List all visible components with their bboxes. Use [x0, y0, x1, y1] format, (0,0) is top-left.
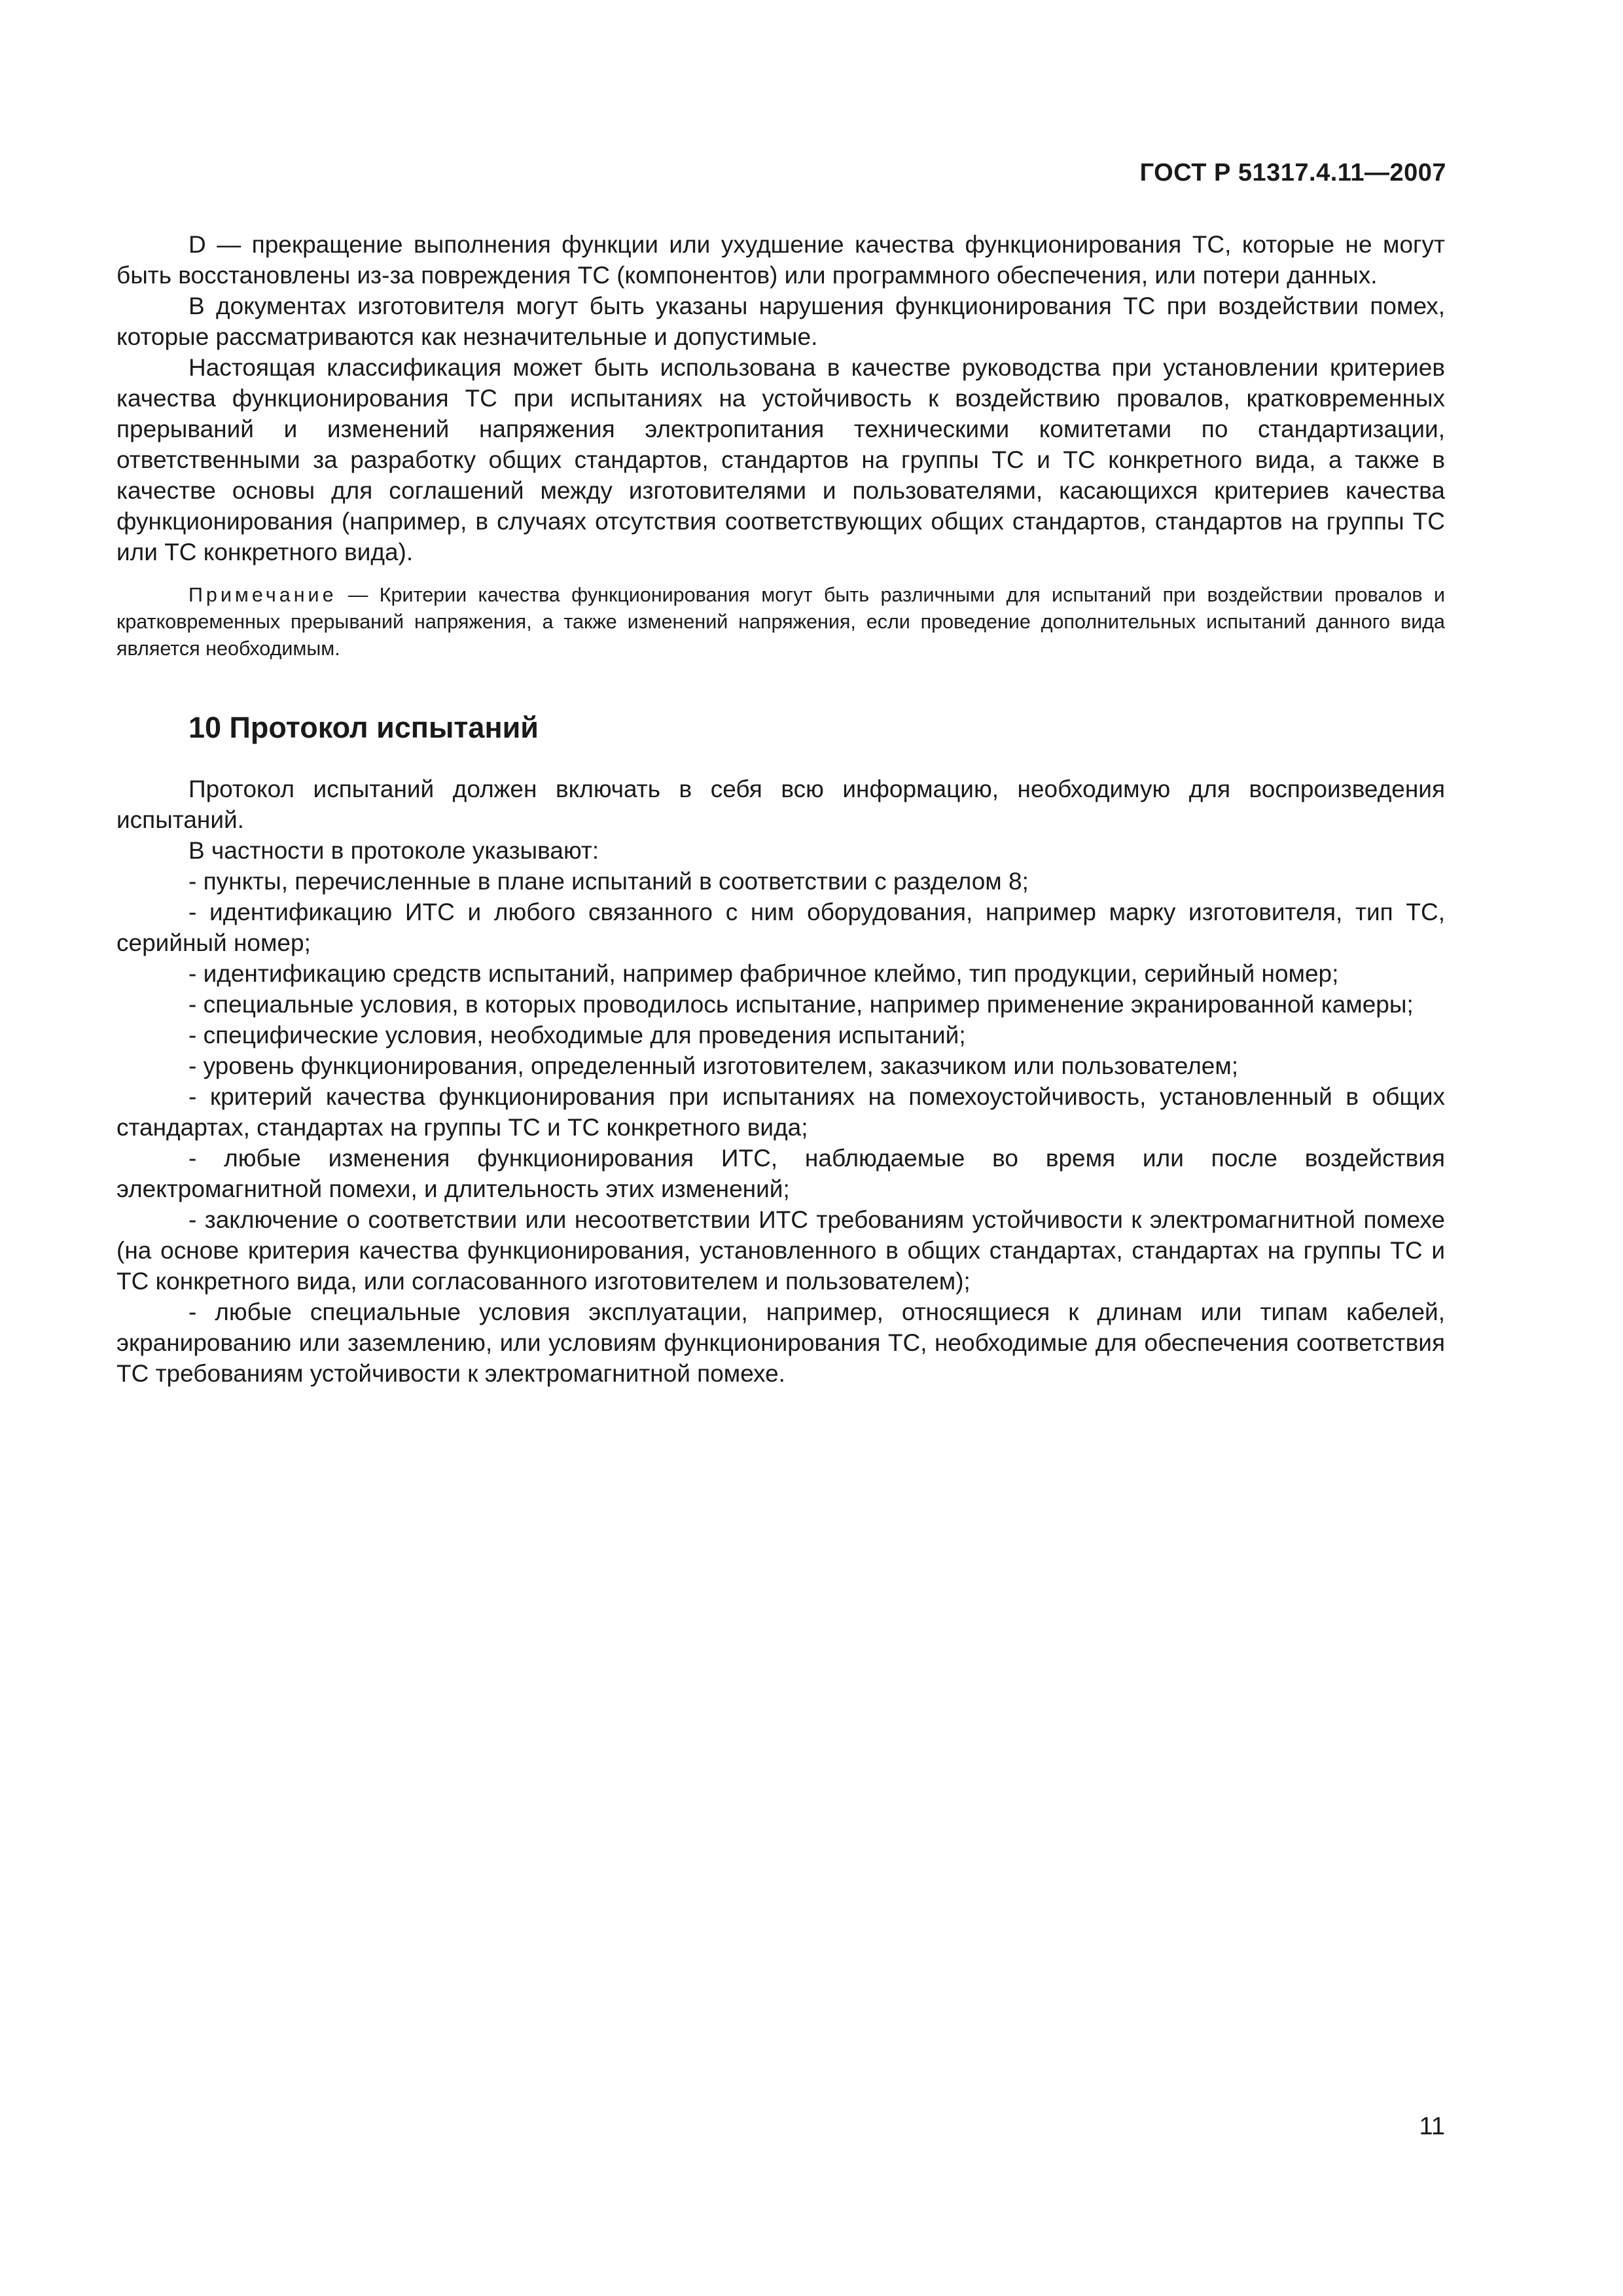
list-item-performance-criterion: - критерий качества функционирования при испытаниях на помехоустойчивость, установленный в общих стандартах, стандартах на группы ТС и ТС конкретного вида; [116, 1083, 1445, 1141]
note-paragraph [116, 582, 1445, 662]
paragraph-classification: Настоящая классификация может быть использована в качестве руководства при установлении критериев качества функционирования ТС при испытаниях на устойчивость к воздействию провалов, кратковременных прерываний и изменений напряжения электропитания техническими комитетами по стандартизации, ответственными за разработку общих стандартов, стандартов на группы ТС и ТС конкретного вида, а также в качестве основы для соглашений между изготовителями и пользователями, касающихся критериев качества функционирования (например, в случаях отсутствия соответствующих общих стандартов, стандартов на группы ТС или ТС конкретного вида). [116, 354, 1445, 565]
list-item-eut-identification: - идентификацию ИТС и любого связанного с ним оборудования, например марку изготовителя, тип ТС, серийный номер; [116, 899, 1445, 956]
list-item-test-equipment: - идентификацию средств испытаний, например фабричное клеймо, тип продукции, серийный номер; [188, 960, 1339, 987]
list-item-conclusion: - заключение о соответствии или несоответствии ИТС требованиям устойчивости к электромагнитной помехе (на основе критерия качества функционирования, установленного в общих стандартах, стандартах на группы ТС и ТС конкретного вида, или согласованного изготовителем и пользователем); [116, 1206, 1445, 1295]
section-heading: 10 Протокол испытаний [188, 711, 539, 744]
paragraph-manufacturer-docs: В документах изготовителя могут быть указаны нарушения функционирования ТС при воздействии помех, которые рассматриваются как незначительные и допустимые. [116, 293, 1445, 350]
document-header-id: ГОСТ Р 51317.4.11—2007 [1139, 159, 1446, 187]
paragraph-protocol-list-intro: В частности в протоколе указывают: [188, 837, 599, 864]
paragraph-protocol-intro: Протокол испытаний должен включать в себя всю информацию, необходимую для воспроизведения испытаний. [116, 776, 1445, 833]
list-item-operating-conditions: - любые специальные условия эксплуатации, например, относящиеся к длинам или типам кабелей, экранированию или заземлению, или условиям функционирования ТС, необходимые для обеспечения соответствия ТС требованиям устойчивости к электромагнитной помехе. [116, 1299, 1445, 1387]
document-body [116, 229, 1445, 1389]
page-number: 11 [1419, 2113, 1445, 2140]
note-label: Примечание [188, 584, 337, 606]
paragraph-category-d: D — прекращение выполнения функции или ухудшение качества функционирования ТС, которые не могут быть восстановлены из-за повреждения ТС (компонентов) или программного обеспечения, или потери данных. [116, 231, 1445, 289]
list-item-special-conditions: - специальные условия, в которых проводилось испытание, например применение экранированной камеры; [188, 991, 1414, 1018]
note-text: — Критерии качества функционирования могут быть различными для испытаний при воздействии провалов и кратковременных прерываний напряжения, а также изменений напряжения, если проведение дополнительных испытаний данного вида является необходимым. [116, 584, 1445, 660]
list-item-changes: - любые изменения функционирования ИТС, наблюдаемые во время или после воздействия электромагнитной помехи, и длительность этих изменений; [116, 1145, 1445, 1202]
list-item-performance-level: - уровень функционирования, определенный изготовителем, заказчиком или пользователем; [188, 1052, 1239, 1079]
list-item-test-plan: - пункты, перечисленные в плане испытаний в соответствии с разделом 8; [188, 868, 1029, 895]
list-item-specific-conditions: - специфические условия, необходимые для проведения испытаний; [188, 1022, 966, 1049]
